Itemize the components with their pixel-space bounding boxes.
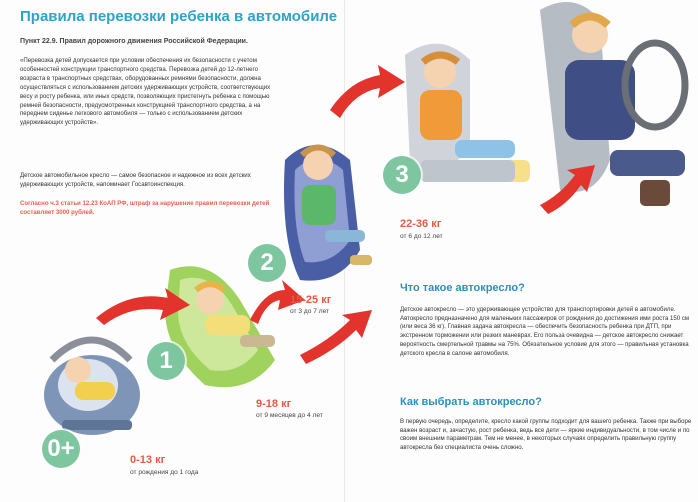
stage-badge-2: 2 (248, 244, 286, 282)
page-title: Правила перевозки ребенка в автомобиле (20, 8, 338, 25)
stage-age-2: от 3 до 7 лет (290, 308, 330, 315)
stage-age-3: от 6 до 12 лет (400, 233, 443, 240)
law-quote: «Перевозка детей допускается при условии обеспечения их безопасности с учетом особенностей конструкции транспортного средства. Перевозка детей до 12-летнего возраста в транспортных средствах, оборудованных ремнями безопасности, должна осуществляться с использованием детских удерживающих устройств, соответствующих весу и росту ребенка, или иных средств, позволяющих пристегнуть ребенка с помощью ремней безопасности, предусмотренных конструкцией транспортного средства, а на переднем сиденье легкового автомобиля — только с использованием детских удерживающих устройств». (20, 57, 271, 127)
stage-badge-0plus: 0+ (42, 430, 80, 468)
adult-driver-illustration (540, 2, 685, 206)
stage-weight-3: 22-36 кг (400, 218, 442, 230)
fine-notice: Согласно ч.3 статьи 12.23 КоАП РФ, штраф за нарушение правил перевозки детей составляет 3000 рублей. (20, 200, 270, 216)
stage-age-1: от 9 месяцев до 4 лет (256, 412, 323, 419)
section-title-what: Что такое автокресло? (400, 282, 525, 294)
section-body-what: Детское автокресло — это удерживающее устройство для транспортировки детей в автомобиле. Автокресло предназначено для маленьких пассажиров от рождения до достижения ими роста 150 см (или веса 36 кг). Главная задача автокресла — обеспечить безопасность ребенка при ДТП, при экстренном торможении или резких маневрах. Его польза очевидна — детское автокресло снижает вероятность смертельной травмы на 75%. Обязательное условие для этого — правильная установка детского кресла в салоне автомобиля. (400, 306, 690, 357)
section-title-choose: Как выбрать автокресло? (400, 396, 542, 408)
stage-weight-1: 9-18 кг (256, 398, 292, 410)
infant-carrier-illustration (44, 340, 140, 435)
stage-badge-1: 1 (147, 342, 185, 380)
high-booster-illustration (405, 44, 530, 182)
stage-badge-3: 3 (383, 156, 421, 194)
stage-weight-2: 15-25 кг (290, 294, 332, 306)
stage-weight-0plus: 0-13 кг (130, 454, 166, 466)
law-reference: Пункт 22.9. Правил дорожного движения Российской Федерации. (20, 38, 248, 45)
section-body-choose: В первую очередь, определите, кресло какой группы подходит для вашего ребенка. Также при выборе важен возраст и, зачастую, рост ребенка, ведь все дети — яркие индивидуальности, в том числе и по своим внешним параметрам. Тем не менее, в некоторых случаях определить правильную группу автокресла без специалиста очень сложно. (400, 418, 692, 452)
stage-age-0plus: от рождения до 1 года (130, 469, 199, 476)
seat-safety-note: Детское автомобильное кресло — самое безопасное и надежное из всех детских удерживающих устройств, напоминает Госавтоинспекция. (20, 172, 251, 188)
booster-seat-illustration (284, 145, 372, 281)
